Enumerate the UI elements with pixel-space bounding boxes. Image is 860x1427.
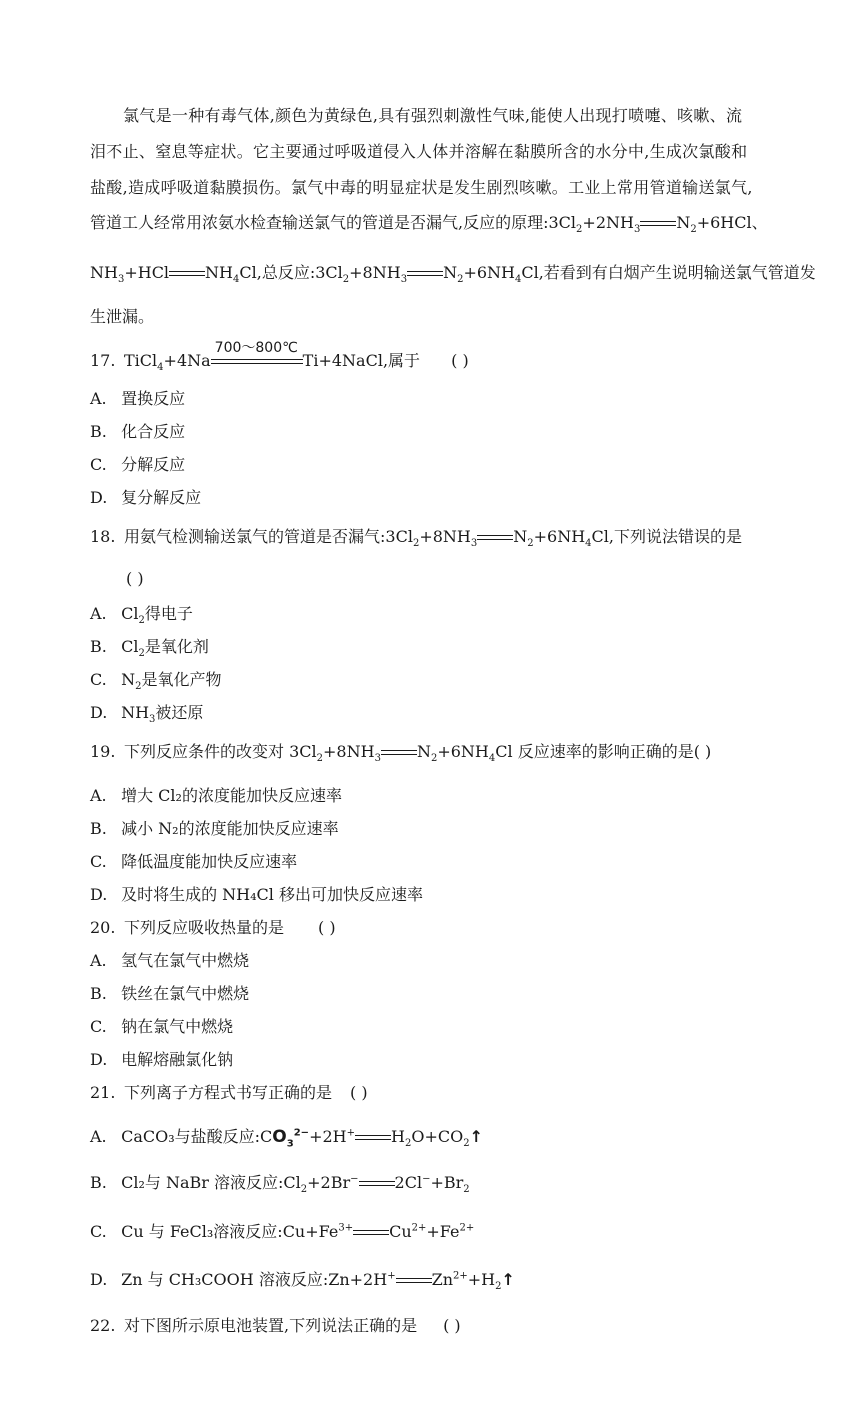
option-18-c: C. $N_2$是氧化产物: [90, 670, 222, 693]
question-18-stem: 18. 用氨气检测输送氯气的管道是否漏气$:3Cl_2+8NH_3$ $N_2+6NH_4Cl$,下列说法错误的是: [90, 527, 742, 550]
option-19-b: B. 减小 N₂的浓度能加快反应速率: [90, 819, 339, 838]
option-21-b: B. Cl₂与 NaBr 溶液反应$:Cl_2+2Br^-$ $2Cl^-+Br_2$: [90, 1173, 470, 1196]
passage-line: 氯气是一种有毒气体,颜色为黄绿色,具有强烈刺激性气味,能使人出现打喷嚏、咳嗽、流: [123, 106, 743, 125]
passage-line: 泪不止、窒息等症状。它主要通过呼吸道侵入人体并溶解在黏膜所含的水分中,生成次氯酸和: [90, 142, 748, 161]
question-22-stem: 22. 对下图所示原电池装置,下列说法正确的是 ( ): [90, 1316, 461, 1335]
option-18-a: A. $Cl_2$得电子: [90, 604, 193, 627]
option-19-d: D. 及时将生成的 NH₄Cl 移出可加快反应速率: [90, 885, 423, 904]
passage-line-4: 管道工人经常用浓氨水检查输送氯气的管道是否漏气,反应的原理$:3Cl_2+2NH_3$ $N_2+6HCl$、: [90, 213, 768, 236]
option-20-a: A. 氢气在氯气中燃烧: [90, 951, 250, 970]
option-17-d: D. 复分解反应: [90, 488, 202, 507]
passage-line-5: $NH_3+HCl$ $NH_4Cl$,总反应$:3Cl_2+8NH_3$ $N_2+6NH_4Cl$,若看到有白烟产生说明输送氯气管道发: [90, 263, 816, 286]
option-21-a: A. CaCO₃与盐酸反应$:CO_3^{2-}+2H^+$ $H_2O+CO_2↑$: [90, 1127, 483, 1150]
question-21-stem: 21. 下列离子方程式书写正确的是 ( ): [90, 1083, 368, 1102]
passage-line: 盐酸,造成呼吸道黏膜损伤。氯气中毒的明显症状是发生剧烈咳嗽。工业上常用管道输送氯气,: [90, 178, 753, 197]
question-18-paren: ( ): [126, 569, 144, 588]
option-21-c: C. Cu 与 FeCl₃溶液反应$:Cu+Fe^{3+}$ $Cu^{2+}+Fe^{2+}$: [90, 1222, 475, 1241]
option-17-a: A. 置换反应: [90, 389, 186, 408]
option-19-c: C. 降低温度能加快反应速率: [90, 852, 298, 871]
question-19-stem: 19. 下列反应条件的改变对 $3Cl_2+8NH_3$ $N_2+6NH_4Cl$ 反应速率的影响正确的是( ): [90, 742, 712, 765]
option-17-c: C. 分解反应: [90, 455, 186, 474]
option-18-d: D. $NH_3$被还原: [90, 703, 204, 726]
option-18-b: B. $Cl_2$是氧化剂: [90, 637, 209, 660]
passage-line-6: 生泄漏。: [90, 307, 155, 326]
reaction-condition: 700～800℃: [214, 339, 298, 356]
option-19-a: A. 增大 Cl₂的浓度能加快反应速率: [90, 786, 342, 805]
option-20-b: B. 铁丝在氯气中燃烧: [90, 984, 250, 1003]
option-21-d: D. Zn 与 CH₃COOH 溶液反应:Zn+2H+ $Zn^{2+}+H_2↑$: [90, 1270, 515, 1293]
passage: [90, 98, 780, 206]
question-20-stem: 20. 下列反应吸收热量的是 ( ): [90, 918, 336, 937]
question-17-stem: 17. TiCl$_4$+4Na 700～800℃ Ti+4NaCl,属于 ( ): [90, 348, 469, 373]
option-20-d: D. 电解熔融氯化钠: [90, 1050, 234, 1069]
option-20-c: C. 钠在氯气中燃烧: [90, 1017, 234, 1036]
option-17-b: B. 化合反应: [90, 422, 186, 441]
